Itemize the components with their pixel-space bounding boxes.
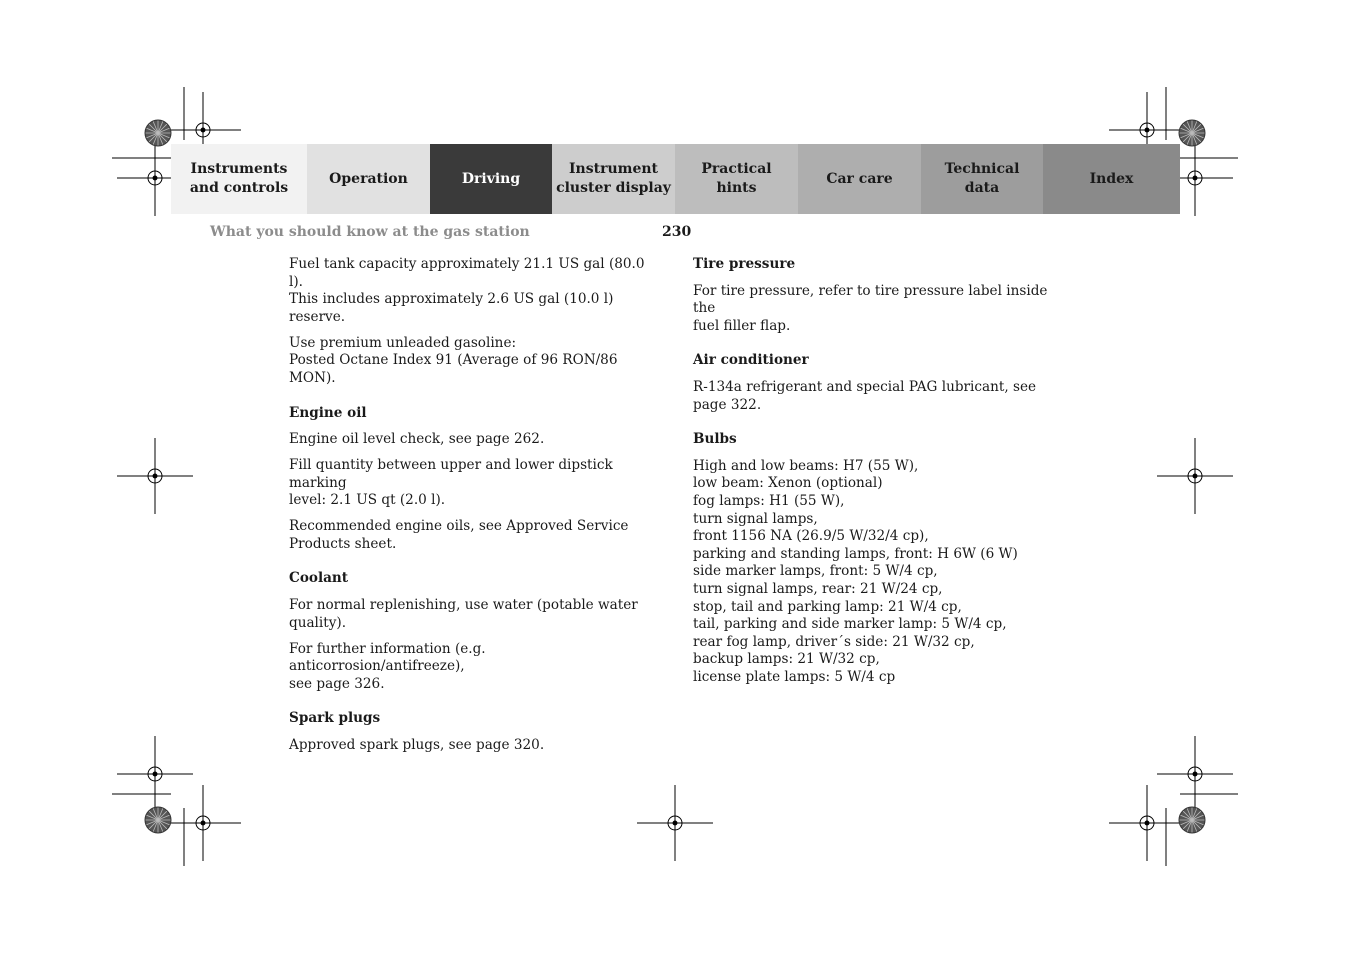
engine-oil-text: Recommended engine oils, see Approved Service Products sheet. [289,518,629,552]
tab-label: Driving [461,170,521,187]
spark-plugs-heading: Spark plugs [289,710,381,727]
section-tab-bar [171,144,1180,214]
tab-index[interactable] [1043,144,1180,214]
section-title: What you should know at the gas station [210,224,530,240]
tab-technical-data[interactable] [921,144,1043,214]
air-conditioner-text: R-134a refrigerant and special PAG lubricant, see page 322. [693,378,1037,413]
tab-label: Instrument cluster display [556,161,671,196]
engine-oil-heading: Engine oil [289,404,367,421]
tab-label: Technical data [944,161,1020,196]
tab-driving[interactable] [430,144,552,214]
bulbs-list: High and low beams: H7 (55 W), low beam: Xenon (optional) fog lamps: H1 (55 W), turn signal lamps, front 1156 NA (26.9/5 W/32/4 cp), parking and standing lamps, front: H 6W (6 W) side marker lamps, front: 5 W/4 cp, turn signal lamps, rear: 21 W/24 cp, stop, tail and parking lamp: 21 W/4 cp, tail, parking and side marker lamp: 5 W/4 cp, rear fog lamp, driver´s side: 21 W/32 cp, backup lamps: 21 W/32 cp, license plate lamps: 5 W/4 cp [693,457,1018,685]
tab-instrument-cluster-display[interactable] [552,144,675,214]
tab-operation[interactable] [307,144,430,214]
engine-oil-text: Fill quantity between upper and lower dipstick marking level: 2.1 US qt (2.0 l). [289,457,613,509]
tab-label: Practical hints [701,161,772,196]
page-number: 230 [662,224,692,240]
coolant-text: For further information (e.g. anticorrosion/antifreeze), see page 326. [289,640,486,692]
spark-plugs-text: Approved spark plugs, see page 320. [289,737,545,754]
tab-instruments-and-controls[interactable] [171,144,307,214]
engine-oil-text: Engine oil level check, see page 262. [289,431,545,448]
coolant-heading: Coolant [289,570,349,587]
fuel-grade-text: Use premium unleaded gasoline: Posted Octane Index 91 (Average of 96 RON/86 MON). [289,334,618,386]
tab-practical-hints[interactable] [675,144,798,214]
coolant-text: For normal replenishing, use water (potable water quality). [289,597,638,631]
air-conditioner-heading: Air conditioner [693,352,809,369]
tab-label: Instruments and controls [189,161,289,196]
tab-car-care[interactable] [798,144,921,214]
right-column [693,256,1063,695]
tab-label: Index [1089,170,1134,187]
fuel-capacity-text: Fuel tank capacity approximately 21.1 US gal (80.0 l). This includes approximately 2.6 US gal (10.0 l) reserve. [289,256,645,325]
tire-pressure-text: For tire pressure, refer to tire pressure label inside the fuel filler flap. [693,282,1048,334]
left-column [289,256,659,763]
tab-label: Car care [826,170,893,187]
tab-label: Operation [329,170,408,187]
bulbs-heading: Bulbs [693,431,737,448]
tire-pressure-heading: Tire pressure [693,256,796,272]
